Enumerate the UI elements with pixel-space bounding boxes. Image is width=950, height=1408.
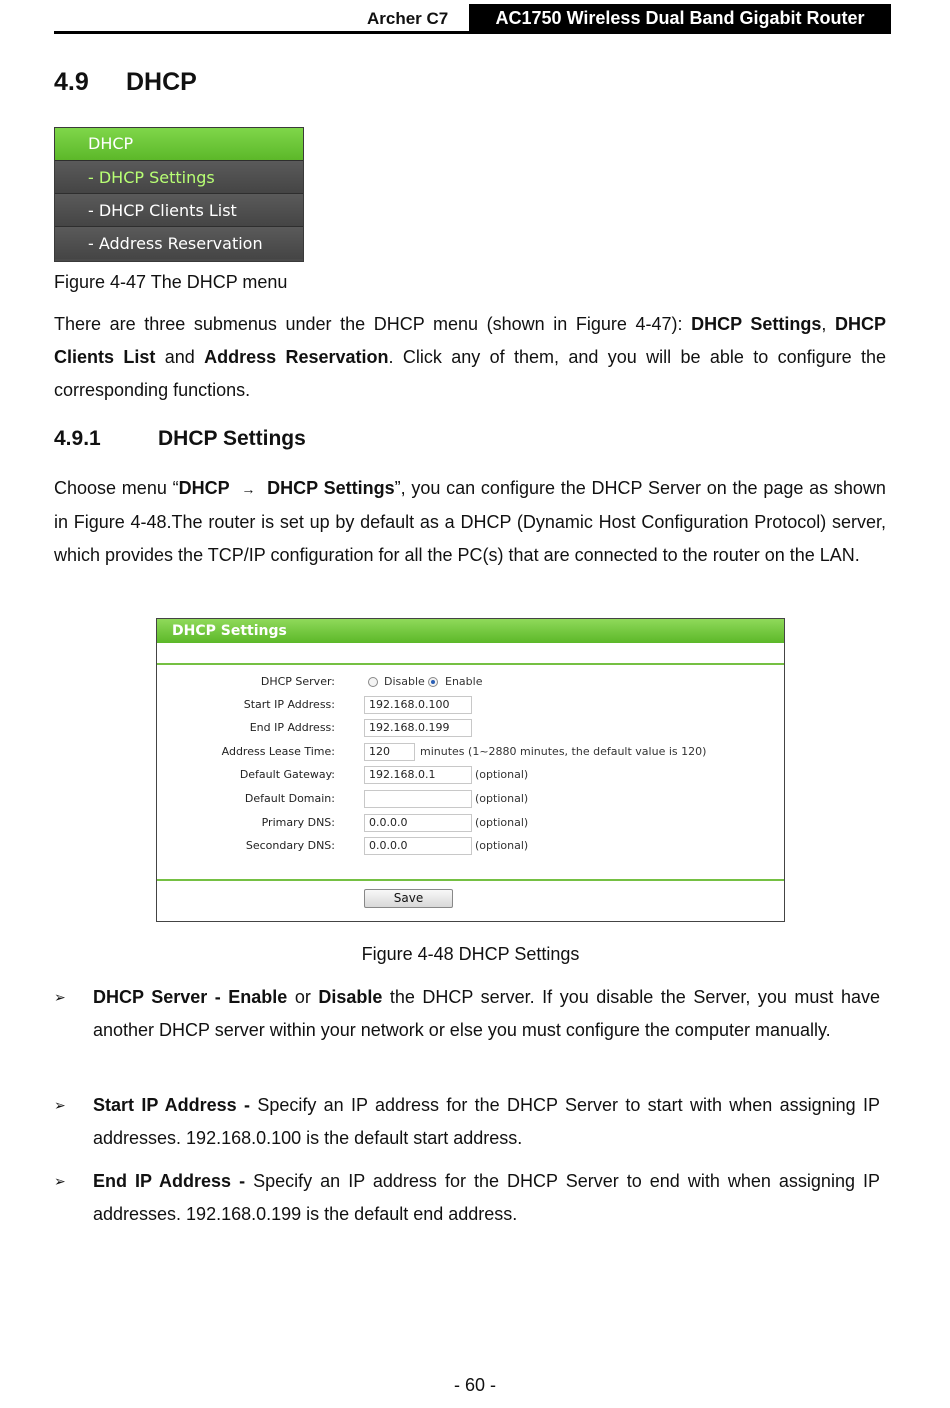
- settings-bold-dhcp-settings: DHCP Settings: [267, 478, 395, 498]
- bullet-arrow-icon: ➢: [54, 989, 66, 1005]
- section-title: DHCP: [126, 68, 197, 96]
- intro-bold-address-reservation: Address Reservation: [204, 347, 389, 367]
- start-ip-input[interactable]: 192.168.0.100: [364, 696, 472, 714]
- intro-paragraph: [54, 308, 886, 407]
- default-domain-optional: (optional): [475, 792, 529, 805]
- settings-divider-bottom: [157, 879, 784, 881]
- intro-text: . Click any of them, and you will be able to configure the corresponding functions.: [54, 347, 886, 400]
- row-default-domain: [157, 789, 784, 809]
- menu-item-dhcp-settings[interactable]: - DHCP Settings: [55, 160, 303, 193]
- bullet-bold: Start IP Address -: [93, 1095, 250, 1115]
- dhcp-menu-head[interactable]: DHCP: [55, 128, 303, 160]
- lease-time-note: minutes (1~2880 minutes, the default value is 120): [420, 745, 707, 758]
- section-number: 4.9: [54, 68, 89, 96]
- header-model: Archer C7: [367, 9, 449, 28]
- menu-figure-caption: Figure 4-47 The DHCP menu: [54, 272, 288, 292]
- lease-time-label: Address Lease Time:: [221, 745, 335, 758]
- bullet-start-ip: [54, 1089, 880, 1155]
- dhcp-menu-figure: [54, 127, 304, 262]
- dhcp-settings-figure: [156, 618, 785, 922]
- row-lease-time: [157, 742, 784, 762]
- primary-dns-optional: (optional): [475, 816, 529, 829]
- menu-item-address-reservation[interactable]: - Address Reservation: [55, 226, 303, 259]
- bullet-dhcp-server: [54, 981, 880, 1047]
- intro-text: ,: [821, 314, 835, 334]
- save-button[interactable]: Save: [364, 889, 453, 908]
- bullet-arrow-icon: ➢: [54, 1173, 66, 1189]
- default-gateway-optional: (optional): [475, 768, 529, 781]
- subsection-title: DHCP Settings: [158, 427, 306, 450]
- bullet-plain: or: [287, 987, 319, 1007]
- bullet-text: [93, 1089, 880, 1155]
- settings-paragraph: [54, 472, 886, 572]
- section-heading: [54, 68, 197, 97]
- settings-divider-top: [157, 663, 784, 665]
- page-number: - 60 -: [453, 1375, 496, 1395]
- bullet-arrow-icon: ➢: [54, 1097, 66, 1113]
- intro-text: and: [155, 347, 205, 367]
- bullet-end-ip: [54, 1165, 880, 1231]
- intro-text: There are three submenus under the DHCP menu (shown in Figure 4-47):: [54, 314, 692, 334]
- bullet-plain: Specify an IP address for the DHCP Server to start with when assigning IP addresses. 192.168.0.100 is the default start address.: [93, 1095, 881, 1148]
- bullet-plain: the DHCP server. If you disable the Server, you must have another DHCP server within your network or else you must configure the computer manually.: [93, 987, 880, 1040]
- default-domain-label: Default Domain:: [244, 792, 335, 805]
- row-start-ip: [157, 695, 784, 715]
- header-rule: [54, 31, 891, 34]
- bullet-bold: DHCP Server - Enable: [93, 987, 288, 1007]
- enable-radio-label[interactable]: Enable: [445, 675, 483, 688]
- end-ip-input[interactable]: 192.168.0.199: [364, 719, 472, 737]
- end-ip-label: End IP Address:: [249, 721, 335, 734]
- bullet-text: [93, 981, 880, 1047]
- start-ip-label: Start IP Address:: [243, 698, 335, 711]
- row-primary-dns: [157, 813, 784, 833]
- primary-dns-input[interactable]: 0.0.0.0: [364, 814, 472, 832]
- settings-bold-dhcp: DHCP: [178, 478, 230, 498]
- lease-time-input[interactable]: 120: [364, 743, 415, 761]
- default-domain-input[interactable]: [364, 790, 472, 808]
- default-gateway-label: Default Gateway:: [239, 768, 335, 781]
- bullet-bold: End IP Address -: [93, 1171, 246, 1191]
- settings-text: Choose menu “: [54, 478, 179, 498]
- row-end-ip: [157, 718, 784, 738]
- primary-dns-label: Primary DNS:: [261, 816, 335, 829]
- bullet-plain: Specify an IP address for the DHCP Server to end with when assigning IP addresses. 192.168.0.199 is the default end address.: [93, 1171, 880, 1224]
- settings-title-bar: DHCP Settings: [157, 619, 784, 643]
- row-secondary-dns: [157, 836, 784, 856]
- intro-bold-dhcp-settings: DHCP Settings: [691, 314, 822, 334]
- arrow-icon: →: [241, 481, 256, 497]
- settings-figure-caption: Figure 4-48 DHCP Settings: [361, 944, 580, 964]
- dhcp-server-label: DHCP Server:: [260, 675, 335, 688]
- settings-text: ”, you can configure the DHCP Server on the page as shown in Figure 4-48.The router is set up by default as a DHCP (Dynamic Host Configuration Protocol) server, which provides the TCP/IP configuration for all the PC(s) that are connected to the router on the LAN.: [54, 478, 886, 565]
- bullet-bold: Disable: [318, 987, 383, 1007]
- subsection-number: 4.9.1: [54, 427, 101, 450]
- header-product: AC1750 Wireless Dual Band Gigabit Router: [469, 4, 891, 33]
- enable-radio[interactable]: [428, 677, 438, 687]
- secondary-dns-label: Secondary DNS:: [245, 839, 335, 852]
- disable-radio-label[interactable]: Disable: [384, 675, 425, 688]
- bullet-text: [93, 1165, 880, 1231]
- secondary-dns-optional: (optional): [475, 839, 529, 852]
- subsection-heading: [54, 427, 306, 451]
- secondary-dns-input[interactable]: 0.0.0.0: [364, 837, 472, 855]
- row-dhcp-server: [157, 672, 784, 692]
- disable-radio[interactable]: [368, 677, 378, 687]
- row-default-gateway: [157, 765, 784, 785]
- default-gateway-input[interactable]: 192.168.0.1: [364, 766, 472, 784]
- menu-item-dhcp-clients-list[interactable]: - DHCP Clients List: [55, 193, 303, 226]
- intro-bold-dhcp-clients-list: DHCP Clients List: [54, 314, 886, 367]
